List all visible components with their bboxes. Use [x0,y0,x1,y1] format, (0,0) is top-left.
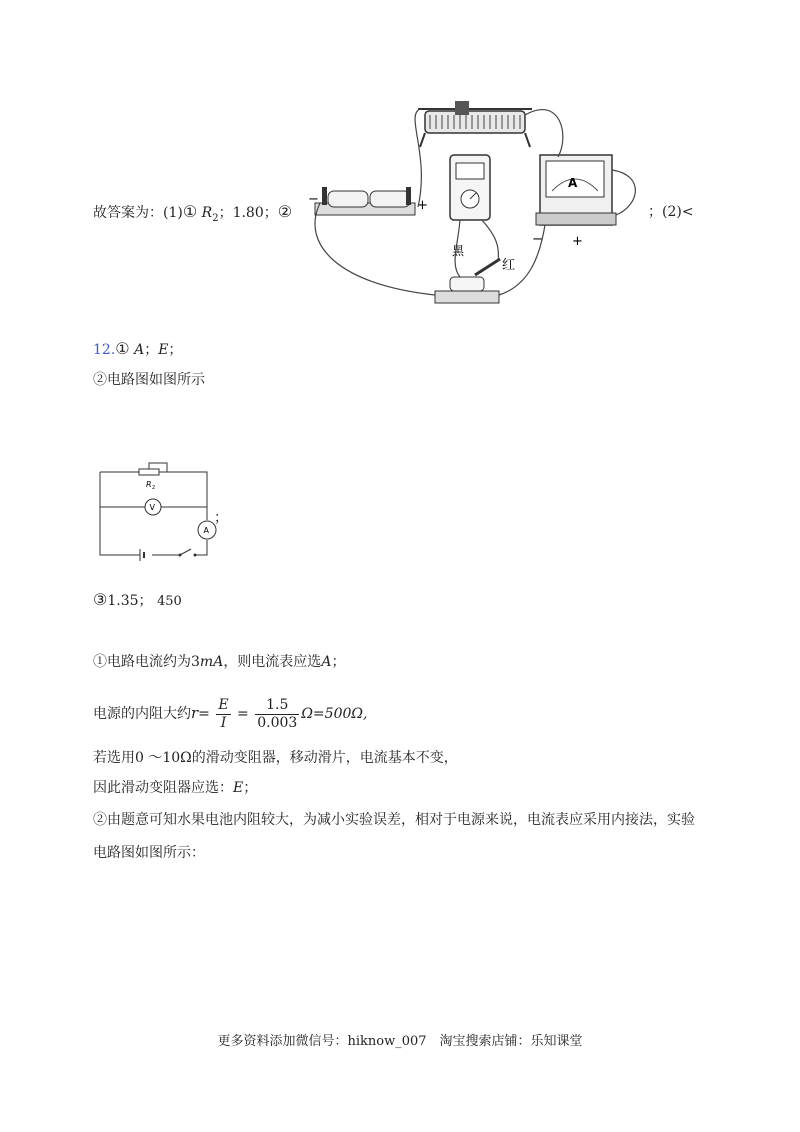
circle-mark-1: ① [115,339,130,358]
r-symbol: r [191,704,199,722]
part-1-label: (1) [163,205,183,221]
explain-line-1 [93,652,345,672]
text: 电源的内阻大约 [93,706,191,722]
separator: ； [138,593,153,609]
answer-line-1 [93,202,292,229]
explain-line-3: 若选用0 ～10Ω的滑动变阻器，移动滑片，电流基本不变， [93,750,458,766]
result: Ω=500Ω, [301,706,368,722]
numerator: E [218,696,229,713]
answer-e: E [233,780,244,796]
value-1: 1.80 [232,205,264,221]
probe-black-label: 黑 [452,244,465,258]
current-unit: mA [199,654,224,670]
ammeter-plus-label: + [572,234,583,249]
ammeter-symbol: A [203,526,209,535]
denominator: 0.003 [257,714,298,731]
ammeter-minus-label: − [532,232,543,247]
question-number: 12. [93,342,116,358]
schematic-after: ； [214,510,228,526]
current-value: 3 [191,654,200,670]
denominator: I [220,714,227,731]
separator: ； [243,780,258,796]
numerator: 1.5 [255,697,299,715]
voltmeter-symbol: V [149,503,155,512]
fraction-e-over-i [216,697,230,732]
circle-mark-3: ③ [93,590,108,609]
answer-line-1-suffix: ；(2)< [648,204,694,220]
answer-e: E [158,342,169,358]
explain-line-6: 电路图如图所示： [93,845,205,861]
equals: = [198,706,210,722]
ammeter-letter: A [568,176,578,190]
schematic-r-label: R [146,480,152,489]
resistance-value: 450 [156,594,182,609]
battery-minus-label: − [308,192,319,207]
text: ，则电流表应选 [223,654,322,670]
q12-answer [93,339,182,360]
resistor-board-drawing [435,259,500,303]
page-footer: 更多资料添加微信号：hiknow_007 淘宝搜索店铺：乐知课堂 [217,1034,583,1049]
probe-red-label: 红 [502,258,516,273]
answer-a: A [134,342,145,358]
separator: ； [168,342,183,358]
answer-a: A [321,654,332,670]
separator: ； [331,654,346,670]
explain-line-4 [93,778,257,798]
answer-prefix: 故答案为： [93,205,163,221]
emf-value: 1.35 [107,593,139,609]
circle-mark-2: ② [277,202,293,221]
multimeter-drawing [450,155,490,220]
r-symbol: R [201,205,213,221]
separator: ； [218,205,233,221]
circuit-intro-line: ②电路图如图所示 [93,372,205,388]
rheostat-drawing [418,101,532,147]
battery-plus-label: + [417,198,428,213]
explain-line-2 [93,694,367,733]
r-subscript: 2 [212,212,219,224]
ammeter-drawing [532,155,616,249]
circuit-apparatus-figure [300,95,660,315]
schematic-r-subscript: 2 [152,485,156,491]
text: ①电路电流约为 [93,654,191,670]
circle-mark-1: ① [182,202,198,221]
separator: ； [263,205,278,221]
text: 因此滑动变阻器应选： [93,780,233,796]
equals: = [237,706,249,722]
answer-3 [93,590,182,612]
battery-holder-drawing [308,187,428,215]
separator: ； [144,342,159,358]
explain-line-5: ②由题意可知水果电池内阻较大，为减小实验误差，相对于电源来说，电流表应采用内接法，实验 [93,812,695,828]
fraction-values [255,697,299,732]
